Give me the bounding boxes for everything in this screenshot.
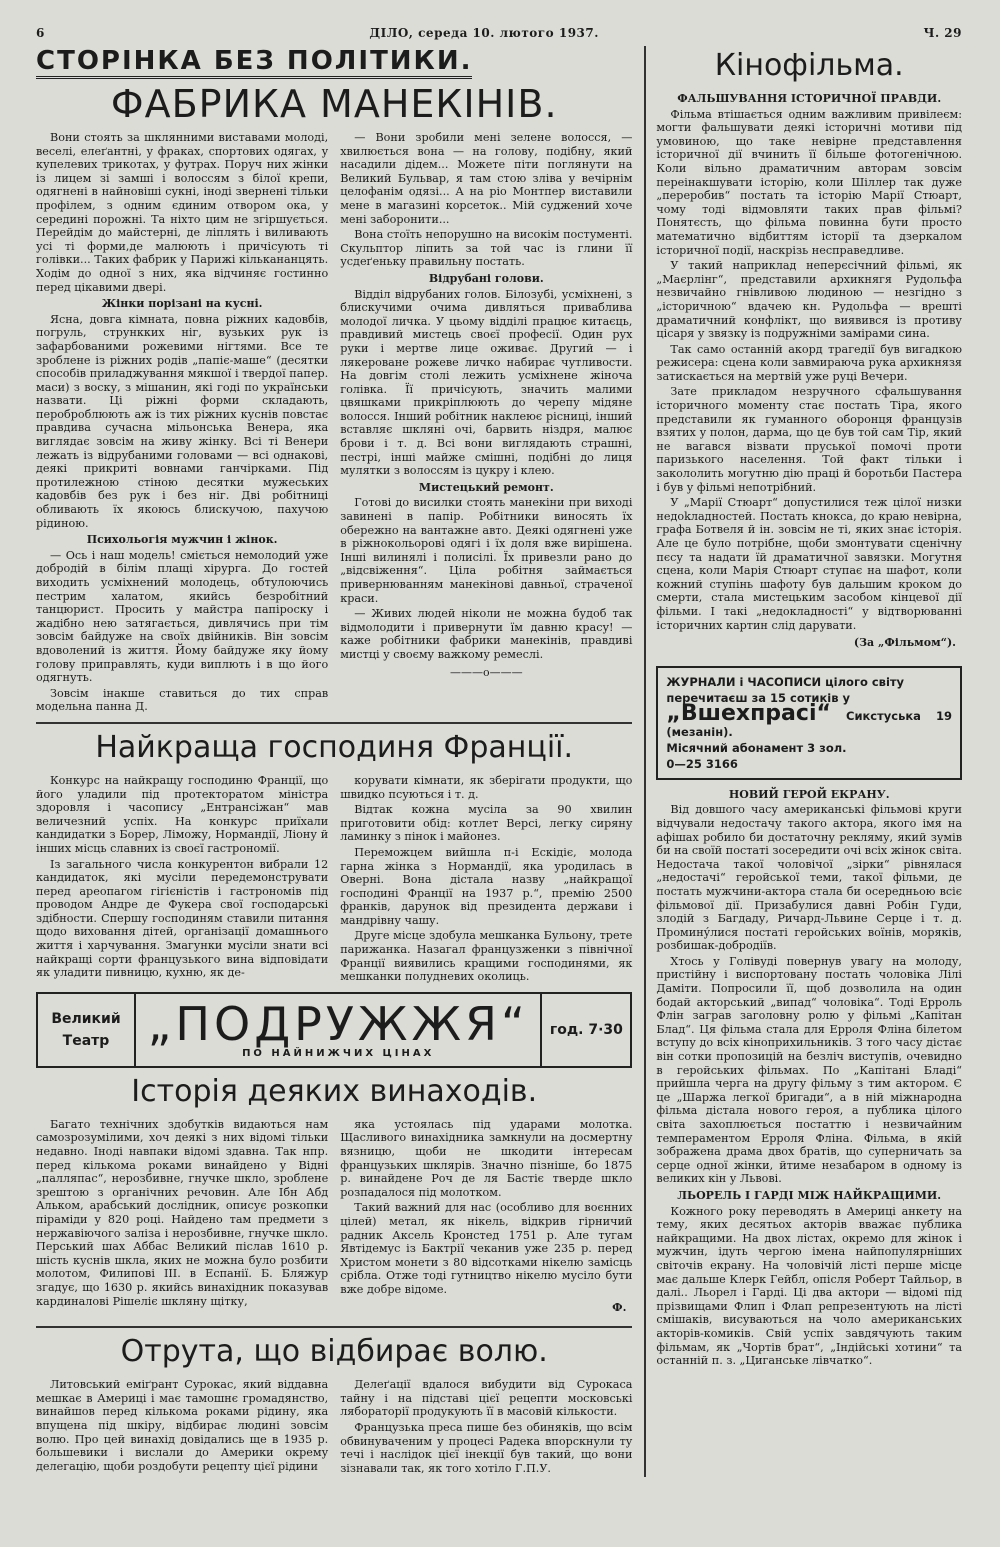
inventions-col-1 <box>36 1118 328 1320</box>
paragraph: Ясна, довга кімната, повна ріжних кадовбів, погруль, стрункких ніг, вузьких рук із зафарбованими рожевими нігтями. Все те зроблене із ріжних родів „папіє-маше“ (десятки способів приладжування мякшої і твердої папер. маси) з воску, з мішанин, які годі по українськи назвати. Ці ріжні форми складають, пероброблюють аж із тих ріжних куснів повстає правдива сучасна мільонська Венера, яка виглядає зовсім на живу жінку. Всі ті Венери лежать із відрубаними головами — всі однакові, деякі прикриті вовнами ганчірками. Під протилежною стіною десятки мужеських кадовбів без рук і без ніг. Дві робітниці обливають їх якоюсь блискучою, пахучою рідиною. <box>36 312 329 530</box>
section-kicker: СТОРІНКА БЕЗ ПОЛІТИКИ. <box>36 46 472 79</box>
paragraph: Відтак кожна мусіла за 90 хвилин приготовити обід: котлет Версі, легку сиряну ламинку з пінок і майонез. <box>340 803 633 844</box>
article-title-poison: Отрута, що відбирає волю. <box>120 1334 548 1370</box>
cinema-body-1 <box>656 108 962 633</box>
cinema-body-2 <box>656 803 962 1186</box>
poison-col-1 <box>36 1378 328 1477</box>
page-number: 6 <box>36 26 45 40</box>
ad-time: год. 7·30 <box>540 994 630 1066</box>
article-title-housewife: Найкраща господиня Франції. <box>95 729 574 765</box>
mannequins-col-2 <box>340 131 632 716</box>
journals-address: Сикстуська 19 (мезанін). <box>666 708 952 739</box>
inventions-col-2 <box>340 1118 632 1297</box>
paragraph: Хтось у Голівуді повернув увагу на молоду, пристійну і виспортовану постать чоловіка Лілі Даміти. Попросили її, щоб дозволила на один бодай акторський „випад“ чоловіка“. Тоді Ерроль Флін заграв заголовну ролю у фільмі „Капітан Блад“. Ця фільма стала для Ерроля Фліна білетом вступу до всіх кіноприхильників. З того часу дістає він сотки пропозицій на безліч виступів, очевидно в геройських фільмах. По „Капітані Бладі“ прийшла черга на другу фільму з тим актором. Є це „Шаржа легкої бригади“, а в ній міжнародна фільма дістала нового героя, а публика цілого світа захоплюється постаттю і незвичайним темпераментом Ерроля Фліна. Фільма, в якій зображена драма двох братів, що суперничать за серце одної жінки, йтиме незабаром в одному із великих кін у Львові. <box>656 954 962 1186</box>
issue-number: Ч. 29 <box>923 26 962 40</box>
poison-col-2 <box>340 1378 632 1477</box>
paragraph: Від довшого часу американські фільмові круги відчували недостачу такого актора, якого імя на афішах робило би достаточну рекляму, який зумів би на своїй постаті зосередити очі всіх жінок світа. Недостача такої чоловічої „зірки“ рівнялася „недостачі“ геройської теми, такої фільми, де постать мужчини-актора стала би осередньою всіє фільмової дії. Призабулися давні Робін Гуди, злодій з Багдаду, Ричард-Львине Серце і т. д. Промину́лися постаті геройських воїнів, моряків, розбишак-добродіїв. <box>656 803 962 953</box>
separator: ———o——— <box>449 665 523 679</box>
paragraph: Так само останній акорд трагедії був вигадкою режисера: сцена коли завмираюча рука архикнязя затискається на мертвій уже руці Вечери. <box>656 342 962 383</box>
ad-venue-2: Театр <box>62 1032 110 1049</box>
paragraph: Конкурс на найкращу господиню Франції, що його уладили під протекторатом міністра здоровля і часопису „Ентрансіжан“ мав величезний успіх. На конкурс приїхали кандидатки з Борер, Ліможу, Нормандії, Ліону й інших місць славних із своєї гастрономії. <box>36 773 329 855</box>
journals-brand: „Вшехпрасі“ <box>666 700 831 726</box>
paragraph: корувати кімнати, як зберігати продукти, що швидко псуються і т. д. <box>340 773 633 801</box>
paragraph: Делеґації вдалося вибудити від Сурокаса тайну і на підставі цієї рецепти московські лябораторії продукують її в масовій кількости. <box>340 1378 633 1419</box>
ad-play-title: „ПОДРУЖЖЯ“ <box>147 997 529 1052</box>
paragraph: Із загального числа конкурентон вибрали 12 кандидаток, які мусіли передемонструвати перед ареопагом гігієністів і гастрономів під проводом Андре де Фукера свої господарські здібности. Спершу господиням ставили питання щодо виховання дітей, організації домашнього життя і харчування. Змагунки мусіли знати всі найкращі сорти французького вина відповідати як уладити пивницю, кухню, як де- <box>36 857 329 980</box>
paragraph: Кожного року переводять в Америці анкету на тему, яких десятьох акторів вважає публика найкращими. На двох лістах, окремо для жінок і мужчин, ідуть чергою імена найпопулярніших світочів екрану. На чоловічій лісті перше місце має дальше Клерк Гейбл, опісля Роберт Тайльор, в далі.. Льорел і Гарді. Ці два актори — відомі під прізвищами Флип і Флап репрезентують на лісті смішаків, висуваються на чоло американських акторів-комиків. Свій успіх завдячують таким фільмам, як „Чортів брат“, „Індійські хотини“ та останній п. з. „Циганське лівчатко“. <box>656 1204 962 1368</box>
subheading: Мистецький ремонт. <box>418 480 554 494</box>
paragraph: Зовсім інакше ставиться до тих справ модельна панна Д. <box>36 686 329 714</box>
paragraph: Відділ відрубаних голов. Білозубі, усміхнені, з блискучими очима дивляться приваблива молодої личка. У цьому відділі працює китаєць, правдивий мистець своєї професії. Один рух руки і мертве лице оживає. Другий — і лякероване рожеве личко набирає чутливости. На довгім столі лежить усміхнене жіноча голівка. Її причісують, значить малими цвяшками прикріплюють до черепу мідяне волосся. Інший робітник наклеює рісниці, інший вставляє шкляні очі, барвить ніздря, малює брови і т. д. Всі вони виглядають страшні, пестрі, інші майже смішні, подібні до лиця мулятки з волоссям із цукру і клею. <box>340 287 633 478</box>
theatre-ad <box>36 992 632 1068</box>
paragraph: Друге місце здобула мешканка Бульону, трете парижанка. Назагал французженки з північної Франції виявились кращими господинями, як мешканки полудневих околиць. <box>340 929 633 984</box>
paragraph: Багато технічних здобутків видаються нам самозрозумілими, хоч деякі з них відомі тільки недавно. Іноді навпаки відомі здавна. Так нпр. перед кількома роками винайдено у Відні „палляпас“, нерозбивне, гнучке шкло, зроблене зрештою з органічних речовин. Але Ібн Абд Альком, арабський дослідник, описує розкопки піраміди у 820 році. Найдено там предмети з нержавіючого заліза і нерозбивне, гнучке шкло. Перський шах Аббас Великий післав 1610 р. шість куснів шкла, яких не можна було розбити молотом, Филипові III. в Еспанії. Б. Бляжур згадує, що 1630 р. якийсь винахідник показував кардиналові Рішеліє шкляну щітку, <box>36 1117 329 1308</box>
paragraph: Вони стоять за шклянними виставами молоді, веселі, елеґантні, у фраках, спортових одягах, у купелевих трикотах, у футрах. Поруч них жінки із лицем зі замші і волоссям з білої крепи, одягнені в найновіші сукні, іноді звернені тільки профілем, з одним єдиним отвором ока, у середині порожні. Та ніхто цим не згіршується. Перейдім до майстерні, де ліплять і виливають усі ті форми,де малюють і причісують ті голівки... Таких фабрик у Парижі кількананцять. Ходім до одної з них, яка відчиняє гостинно перед цікавими двері. <box>36 131 329 294</box>
cinema-body-3 <box>656 1205 962 1368</box>
left-section <box>36 46 632 1477</box>
paragraph: Зате прикладом незручного сфальшування історичного моменту стає постать Тіра, якого представили як гуманного оборонця французів взятих у полон, дарма, що це був той сам Тір, який не вагався візвати пруської помочі проти паризького населення. Той факт тільки і закололить могутню дію праці й боротьби Пастера і був у фільмі непотрібний. <box>656 385 962 494</box>
journals-ad <box>656 666 962 780</box>
article-title-inventions: Історія деяких винаходів. <box>131 1073 538 1109</box>
ad-subtitle: ПО НАЙНИЖЧИХ ЦІНАХ <box>242 1048 435 1060</box>
journals-line-2: перечитаєш за 15 сотиків у <box>666 690 851 705</box>
subheading: Відрубані голови. <box>428 271 544 285</box>
paragraph: — Живих людей ніколи не можна будоб так відмолодити і привернути їм давню красу! — каже робітники фабрики манекінів, правдиві мистці у своєму важкому ремеслі. <box>340 607 633 661</box>
paragraph: — Ось і наш модель! сміється немолодий уже добродій в білім плащі хірурга. До гостей виходить усміхнений молодець, обтулоючись пестрим халатом, якийсь безробітний танцюрист. Просить у майстра папіроску і жадібно нею затягається, дивлячись при тім зовсім байдуже на своїх двійників. Він зовсім вдоволений із життя. Йому байдуже яку йому голову приправлять, куди виплють і в що його одягнуть. <box>36 548 329 685</box>
cinema-subhead-3: ЛЬОРЕЛЬ І ГАРДІ МІЖ НАЙКРАЩИМИ. <box>677 1188 942 1202</box>
paragraph: Вона стоїть непорушно на високім постументі. Скульптор ліпить за той час із глини її усдеґеньку правильну постать. <box>340 228 633 269</box>
journals-line-1: ЖУРНАЛИ і ЧАСОПИСИ цілого світу <box>666 674 905 689</box>
right-section <box>644 46 962 1477</box>
housewife-col-1 <box>36 774 328 986</box>
paragraph: Переможцем вийшла п-і Ескідіє, молода гарна жінка з Нормандії, яка уродилась в Оверні. Вона дістала назву „найкращої господині Франції на 1937 р.“, премію 2500 франків, дарунок від президента держави і мандрівну чашу. <box>340 845 633 927</box>
cinema-subhead-2: НОВИЙ ГЕРОЙ ЕКРАНУ. <box>728 787 890 801</box>
paragraph: Фільма втішається одним важливим привілеєм: могти фальшувати деякі історичні мотиви під умовиною, що таке невірне представлення історичної дії вчинить її більше фотогенічною. Коли вільно драматичним авторам зовсім переінакшувати історію, коли Шіллер так дуже „переробив“ постать та історію Марії Стюарт, чому тоді відмовляти таких прав фільмі? Понятєсть, що фільма повинна бути просто математично відбиттям історії та дзеркалом історичної події, наскрізь несправедливе. <box>656 107 962 257</box>
subheading: Жінки порізані на куснi. <box>101 297 263 311</box>
subheading: Психольогія мужчин і жінок. <box>86 533 278 547</box>
paragraph: яка устоялась під ударами молотка. Щасливого винахідника замкнули на досмертну вязницю, щоби не шкодити інтересам французьких шклярів. Значно пізніше, бо 1875 р. винайдене Роч де ля Бастіє тверде шкло розпадалося під молотком. <box>340 1117 633 1199</box>
paragraph: Литовський еміґрант Сурокас, який віддавна мешкає в Америці і має тамошнє громадянство, винайшов перед кількома роками рідину, яка впущена під шкіру, відбирає людині зовсім волю. Про цей винахід довідались ще в 1935 р. большевики і вислали до Америки окрему делегацію, щоби роздобути рецепту цієї рідини <box>36 1378 329 1473</box>
inventions-signature: Ф. <box>612 1300 627 1314</box>
paragraph: Французька преса пише без обиняків, що всім обвинуваченим у процесі Радека впорскнули ту течі і наслідок цієї інекції був такий, що вони зізнавали так, як того хотіло Г.П.У. <box>340 1420 633 1475</box>
cinema-signature: (За „Фільмом“). <box>853 636 956 650</box>
paragraph: — Вони зробили мені зелене волосся, — хвилюється вона — на голову, подібну, який насадили дідем... Можете піти поглянути на Великий Бульвар, я там стою зліва у вечірнім целофанім одязі... А на ріо Монтпер виставили мене в магазині корсеток.. Мій суджений хоче мені заборонити... <box>340 131 633 226</box>
cinema-title: Кінофільма. <box>714 48 904 83</box>
masthead-line: ДІЛО, середа 10. лютого 1937. <box>369 26 599 40</box>
paragraph: Такий важний для нас (особливо для воєнних цілей) метал, як нікель, відкрив гірничий радник Аксель Кронстед 1751 р. Але тугам Явтідемус із Бактрії чеканив уже 235 р. перед Христом монети з 80 відсотками нікелю замісць срібла. Отже тоді гутництво нікелю мусіло бути вже добре відоме. <box>340 1201 633 1296</box>
paragraph: У такий наприклад неперєсічний фільмі, як „Маєрлінг“, представили архикнягя Рудольфа незвичайно гнівливою людиною — незгідно з „історичною“ вдачею кн. Рудольфа — врешті драматичний конфлікт, що виявився із противу цісаря у звязку із подружніми замірами сина. <box>656 259 962 341</box>
ad-venue-1: Великий <box>51 1010 121 1027</box>
journals-phone: 0—25 3166 <box>666 756 738 771</box>
cinema-subhead-1: ФАЛЬШУВАННЯ ІСТОРИЧНОЇ ПРАВДИ. <box>677 92 942 105</box>
housewife-col-2 <box>340 774 632 986</box>
paragraph: Готові до висилки стоять манекіни при виході завинені в папір. Робітники виносять їх обережно на вантажне авто. Деякі одягнені уже в ріжнокольорові одягі і їх доля вже вирішена. Інші вилинялі і полисілі. Їх привезли рано до „відсвіження“. Ціла робітня займається привернюванням манекінові давньої, страченої краси. <box>340 496 633 605</box>
mannequins-col-1 <box>36 131 328 716</box>
article-title-mannequins: ФАБРИКА МАНЕКІНІВ. <box>110 82 558 126</box>
journals-line-3: Місячний абонамент 3 зол. <box>666 740 847 755</box>
page-header <box>36 26 962 46</box>
paragraph: У „Марії Стюарт“ допустилися теж цілої низки недоkладностей. Постать кнокса, до краю невірна, графа Ботвеля й ін. зовсім не ті, яких знає історія. Але це було потрібне, щоби змонтувати сценічну пєсу та надати їй драматичної завязки. Могутня сцена, коли Марія Стюарт ступає на шафот, коли кожний ступінь шафоту був дальшим кроком до смерти, стала мистецьким засобом кінцевої дії фільми. І такі „недокладності“ у відтворюванні історичних картин слід дарувати. <box>656 496 962 632</box>
